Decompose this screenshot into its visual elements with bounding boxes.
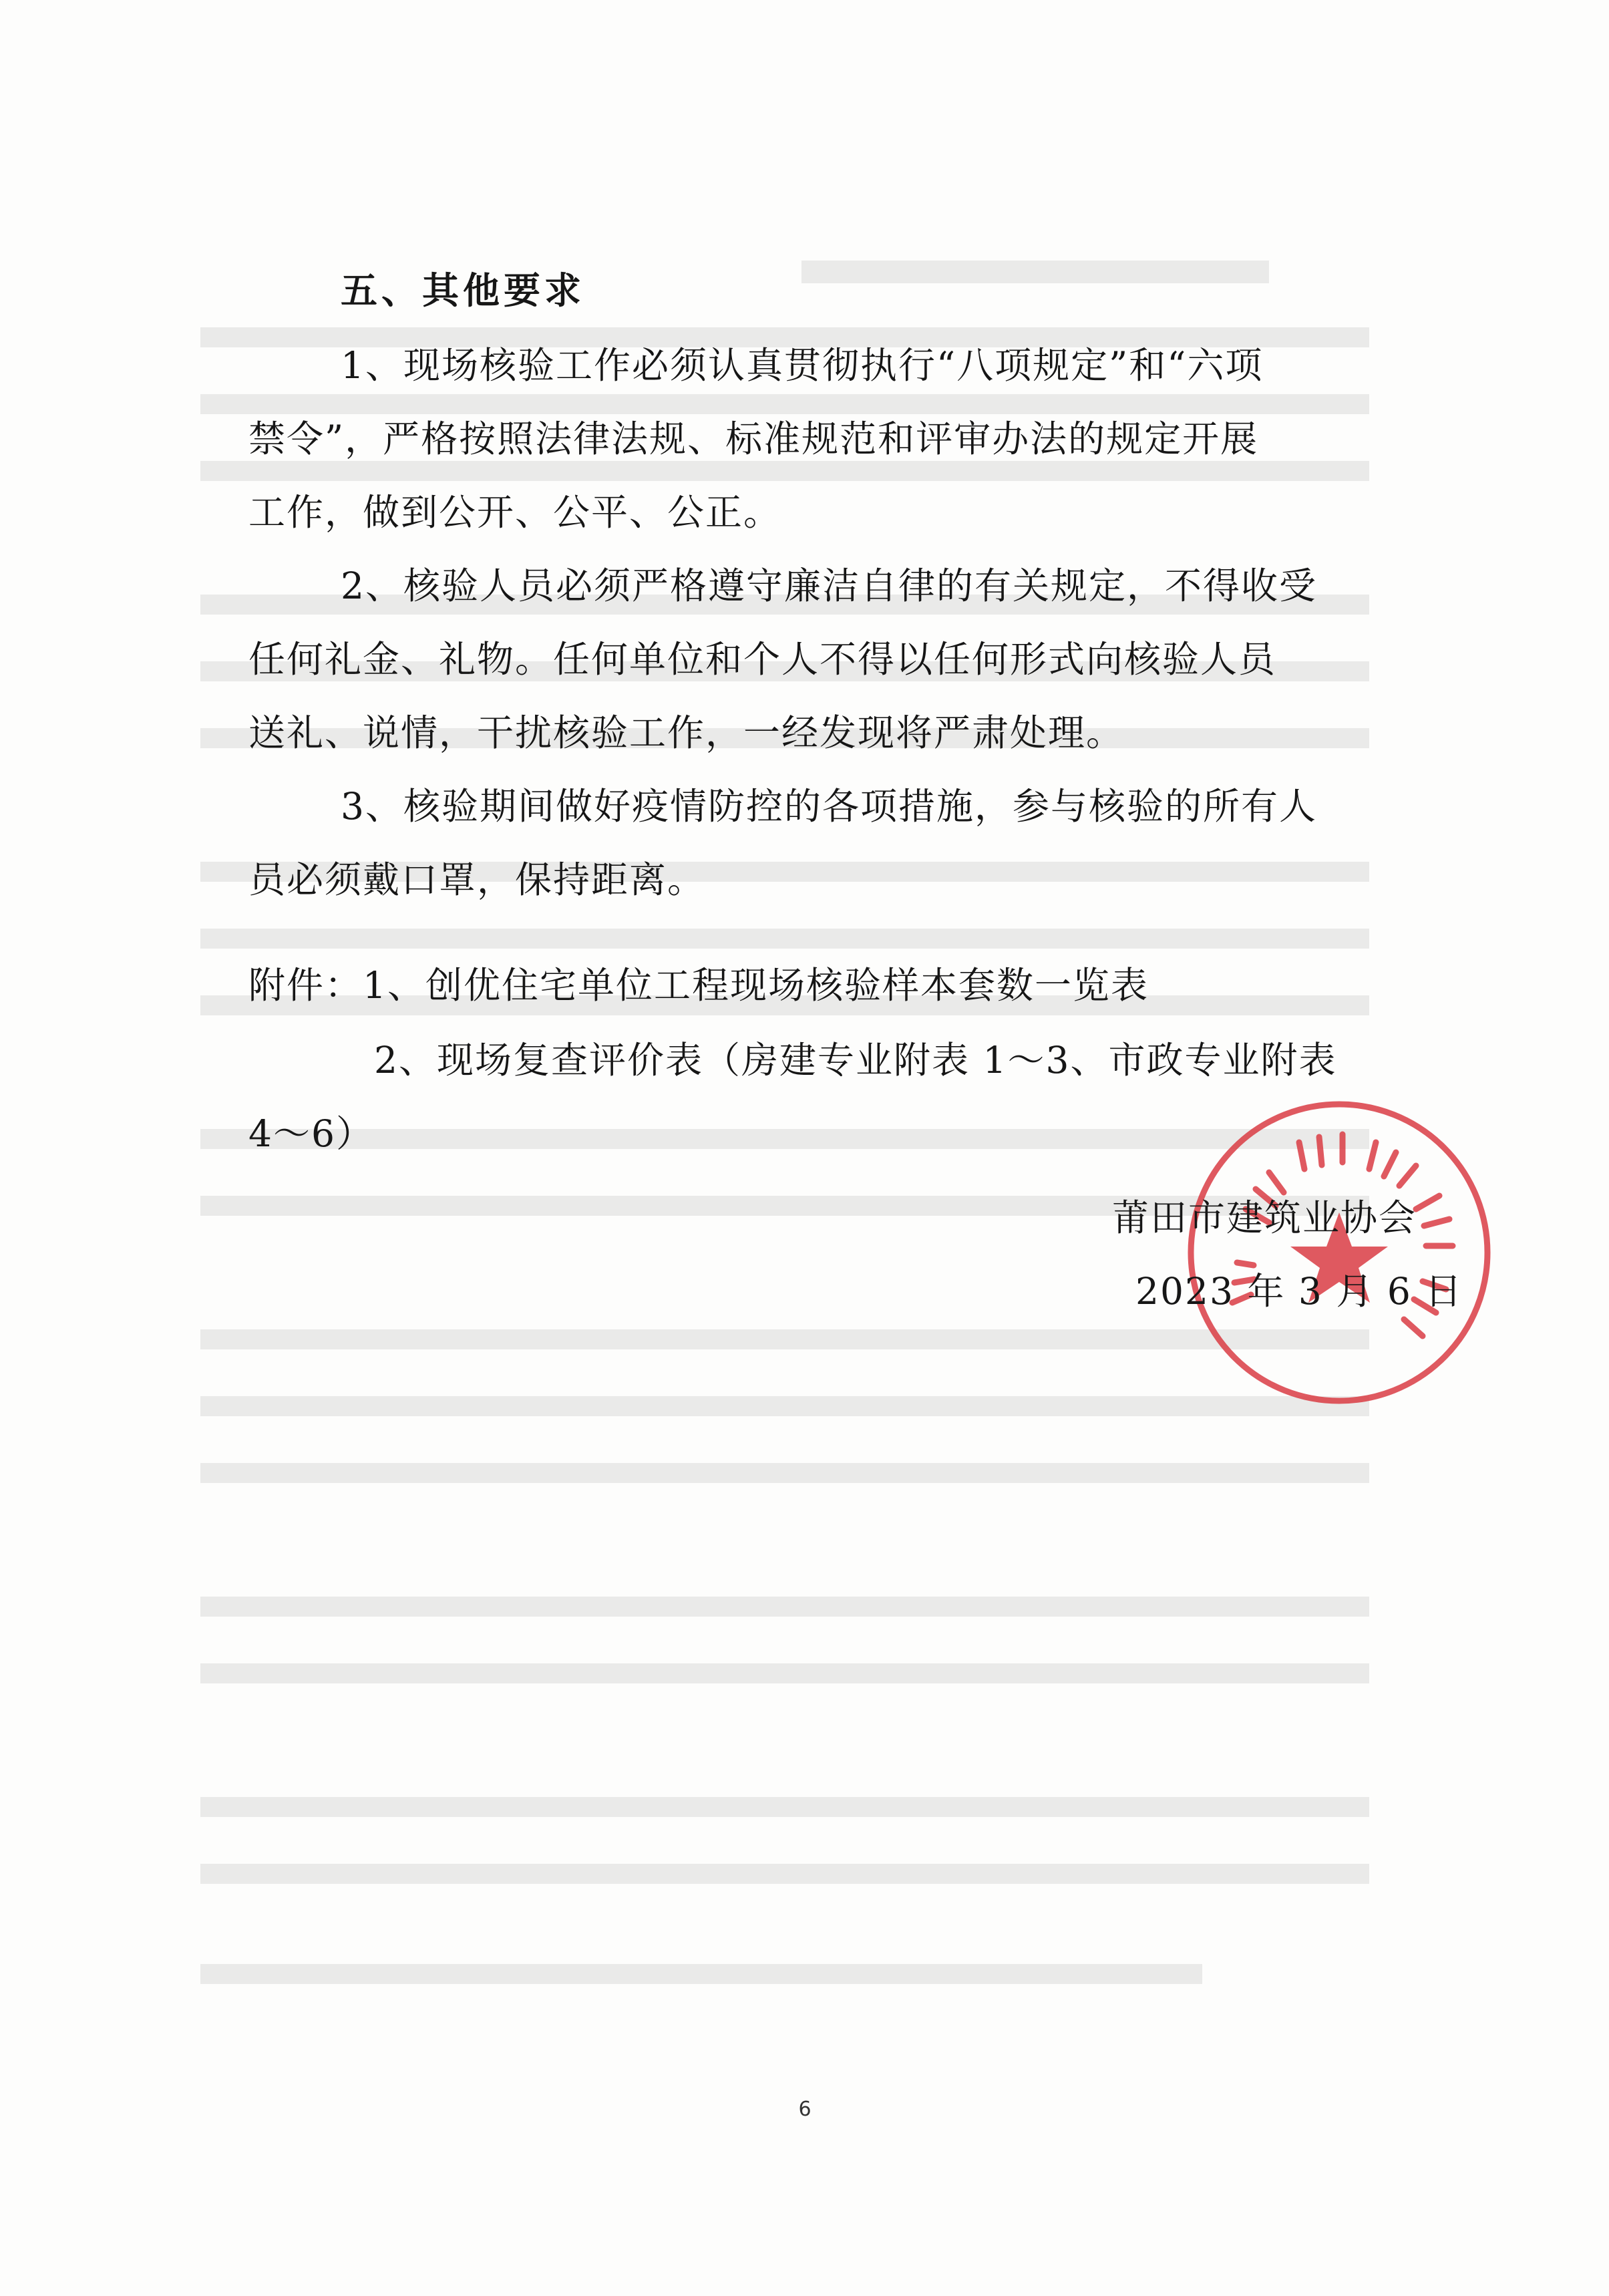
- paragraph-line: 工作，做到公开、公平、公正。: [248, 491, 782, 534]
- paragraph-line: 送礼、说情，干扰核验工作，一经发现将严肃处理。: [248, 711, 1125, 754]
- paragraph-line: 任何礼金、礼物。任何单位和个人不得以任何形式向核验人员: [248, 638, 1277, 681]
- paragraph-line: 3、核验期间做好疫情防控的各项措施，参与核验的所有人: [341, 785, 1317, 828]
- paragraph-line: 员必须戴口罩，保持距离。: [248, 858, 706, 901]
- attachment-line: 附件：1、创优住宅单位工程现场核验样本套数一览表: [248, 964, 1149, 1007]
- paragraph-line: 禁令”，严格按照法律法规、标准规范和评审办法的规定开展: [248, 418, 1259, 460]
- attachment-line: 4～6）: [248, 1112, 374, 1155]
- paragraph-line: 1、现场核验工作必须认真贯彻执行“八项规定”和“六项: [341, 344, 1264, 387]
- section-heading: 五、其他要求: [341, 269, 586, 312]
- official-seal-stamp: [1182, 1096, 1496, 1410]
- page-number: 6: [798, 2098, 812, 2121]
- attachment-line: 2、现场复查评价表（房建专业附表 1～3、市政专业附表: [374, 1039, 1337, 1082]
- signature-organization: 莆田市建筑业协会: [1112, 1196, 1417, 1239]
- paragraph-line: 2、核验人员必须严格遵守廉洁自律的有关规定，不得收受: [341, 564, 1317, 607]
- signature-date: 2023 年 3 月 6 日: [1135, 1270, 1463, 1313]
